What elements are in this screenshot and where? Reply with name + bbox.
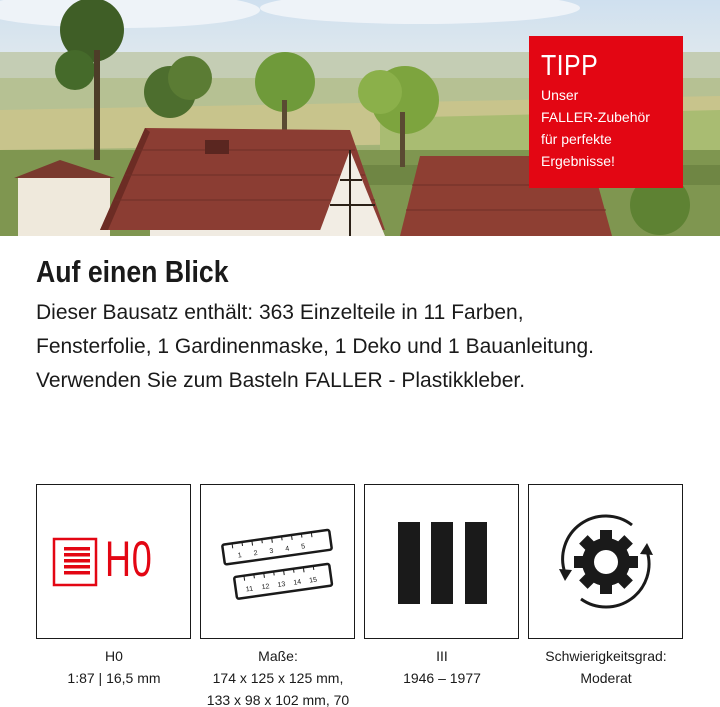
tipp-line: Unser — [541, 87, 579, 103]
ruler-tick-label: 2 — [253, 549, 259, 558]
ruler-tick-label: 15 — [308, 576, 318, 585]
ruler-tick-label: 5 — [300, 543, 306, 551]
scale-ho-label: H0 — [105, 531, 153, 587]
feature-dimensions-box — [200, 484, 355, 639]
tipp-line: Ergebnisse! — [541, 153, 615, 169]
feature-epoch-box — [364, 484, 519, 639]
epoch-bars-icon — [365, 485, 520, 640]
overview-heading: Auf einen Blick — [36, 254, 229, 289]
ruler-icon — [201, 485, 356, 640]
tipp-title: TIPP — [541, 50, 599, 82]
feature-epoch — [364, 484, 520, 689]
tipp-line: für perfekte — [541, 131, 612, 147]
feature-title: Schwierigkeitsgrad: — [545, 648, 667, 664]
tipp-line: FALLER-Zubehör — [541, 109, 650, 125]
feature-detail: 133 x 98 x 102 mm, 70 — [206, 692, 350, 707]
ruler-tick-label: 3 — [269, 547, 274, 556]
ruler-tick-label: 11 — [245, 585, 254, 594]
ruler-tick-label: 14 — [292, 578, 302, 587]
ruler-tick-label: 13 — [277, 581, 286, 590]
feature-scale — [36, 484, 192, 689]
feature-caption — [200, 645, 356, 707]
feature-scale-box — [36, 484, 191, 639]
description-line: Fensterfolie, 1 Gardinenmaske, 1 Deko und 1 Bauanleitung. — [36, 335, 595, 358]
feature-caption — [528, 645, 684, 689]
feature-title: Maße: — [258, 648, 298, 664]
feature-caption — [36, 645, 192, 689]
feature-difficulty-box — [528, 484, 683, 639]
feature-caption — [364, 645, 520, 689]
feature-title: H0 — [105, 648, 123, 664]
feature-detail: 174 x 125 x 125 mm, — [212, 670, 344, 686]
feature-detail: Moderat — [580, 670, 632, 686]
overview-description — [36, 296, 696, 398]
ruler-tick-label: 4 — [284, 545, 290, 553]
gear-cycle-icon — [529, 485, 684, 640]
feature-dimensions — [200, 484, 356, 707]
tipp-badge[interactable] — [529, 36, 683, 188]
feature-detail: 1946 – 1977 — [403, 670, 481, 686]
hero-image — [0, 0, 720, 236]
feature-difficulty — [528, 484, 684, 689]
description-line: Verwenden Sie zum Basteln FALLER - Plastikkleber. — [36, 369, 526, 392]
ruler-tick-label: 1 — [237, 552, 243, 560]
feature-title: III — [436, 648, 448, 664]
feature-detail: 1:87 | 16,5 mm — [67, 670, 161, 686]
description-line: Dieser Bausatz enthält: 363 Einzelteile in 11 Farben, — [36, 301, 524, 324]
ruler-tick-label: 12 — [261, 583, 270, 592]
